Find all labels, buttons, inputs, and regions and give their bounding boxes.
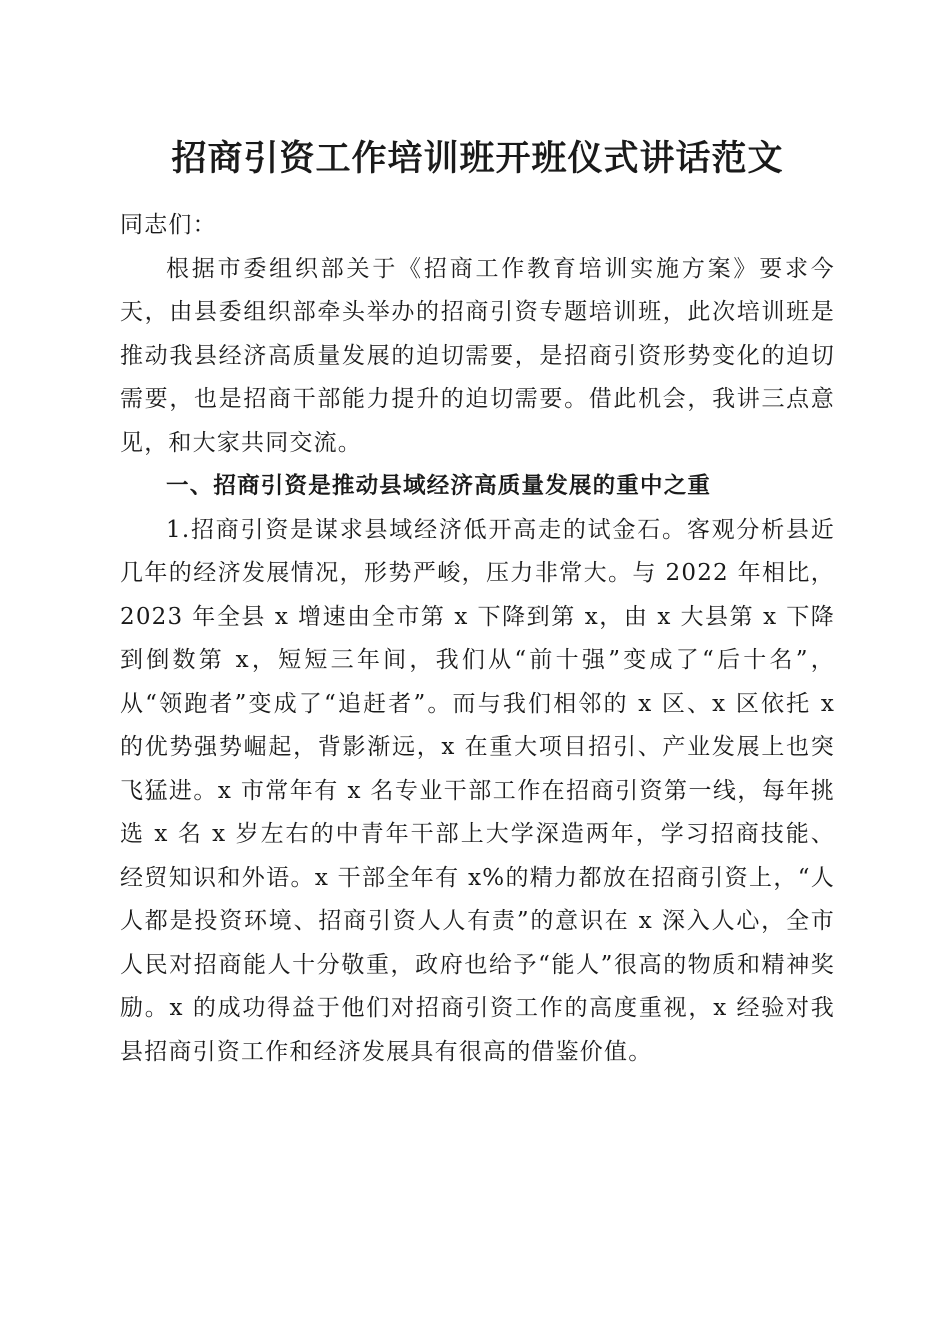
section-heading-1: 一、招商引资是推动县域经济高质量发展的重中之重 xyxy=(166,473,712,499)
section-1-paragraph-1: 1.招商引资是谋求县域经济低开高走的试金石。客观分析县近几年的经济发展情况，形势严峻，压力非常大。与 2022 年相比，2023 年全县 x 增速由全市第 x 下降到第 x，由 x 大县第 x 下降到倒数第 x，短短三年间，我们从“前十强”变成了“后十名”，从“领跑者”变成了“追赶者”。而与我们相邻的 x 区、x 区依托 x 的优势强势崛起，背影渐远，x 在重大项目招引、产业发展上也突飞猛进。x 市常年有 x 名专业干部工作在招商引资第一线，每年挑选 x 名 x 岁左右的中青年干部上大学深造两年，学习招商技能、经贸知识和外语。x 干部全年有 x%的精力都放在招商引资上，“人人都是投资环境、招商引资人人有责”的意识在 x 深入人心，全市人民对招商能人十分敬重，政府也给予“能人”很高的物质和精神奖励。x 的成功得益于他们对招商引资工作的高度重视，x 经验对我县招商引资工作和经济发展具有很高的借鉴价值。 xyxy=(120,516,835,1065)
document-title: 招商引资工作培训班开班仪式讲话范文 xyxy=(171,138,784,179)
document-body xyxy=(120,204,835,1074)
salutation: 同志们： xyxy=(120,212,217,238)
intro-paragraph: 根据市委组织部关于《招商工作教育培训实施方案》要求今天，由县委组织部牵头举办的招商引资专题培训班，此次培训班是推动我县经济高质量发展的迫切需要，是招商引资形势变化的迫切需要，也是招商干部能力提升的迫切需要。借此机会，我讲三点意见，和大家共同交流。 xyxy=(120,255,835,456)
